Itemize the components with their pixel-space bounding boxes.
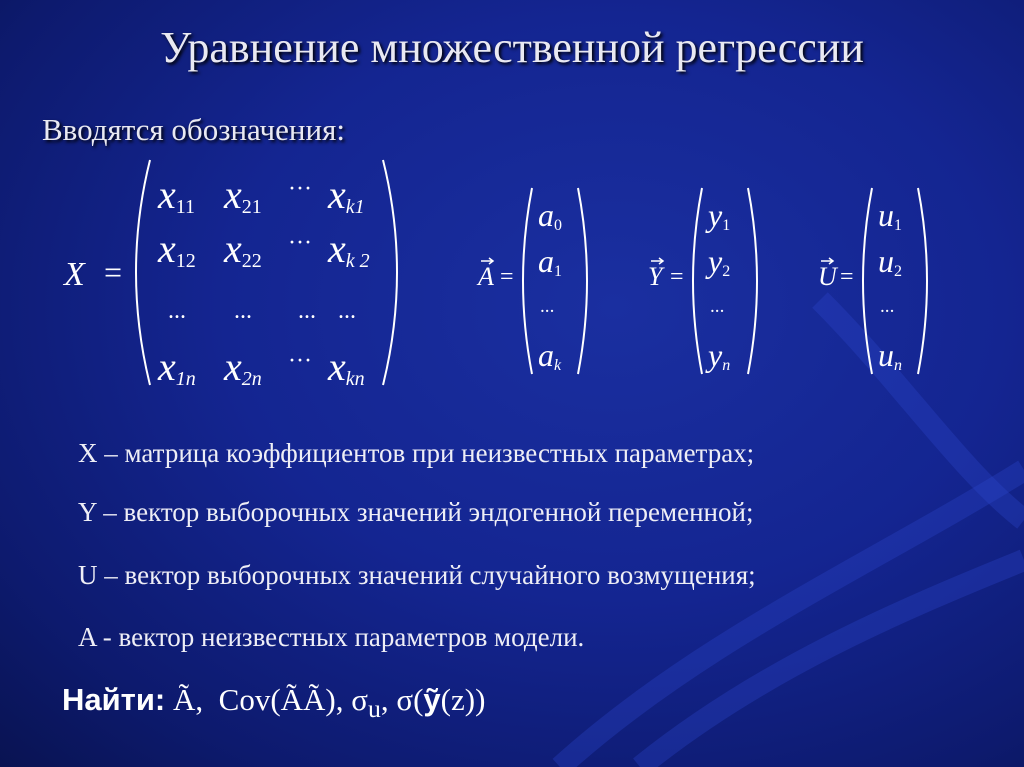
vector-equals: = — [840, 264, 854, 290]
definition-line: A - вектор неизвестных параметров модели. — [78, 622, 585, 652]
vector-right-paren — [578, 188, 587, 374]
matrix-x-cell-r4-c4: xkn — [328, 344, 365, 390]
matrix-x-cell-r2-c4: xk 2 — [328, 226, 370, 272]
vector-a-item-1: a0 — [538, 197, 562, 234]
vector-a-item-3: ... — [540, 296, 555, 317]
matrix-x-cell-r1-c4: xk1 — [328, 172, 365, 218]
matrix-x-left-paren — [136, 160, 150, 385]
definition-line: X – матрица коэффициентов при неизвестных параметрах; — [78, 438, 755, 468]
matrix-x-cell-r3-c3: ... — [298, 298, 316, 324]
matrix-x-cell-r3-c4: ... — [338, 298, 356, 324]
vector-y-item-4: yn — [708, 337, 731, 374]
matrix-x-cell-r4-c1: x1n — [158, 344, 196, 390]
matrix-x-right-paren — [383, 160, 397, 385]
intro-text: Вводятся обозначения: — [42, 112, 345, 147]
vector-left-paren — [863, 188, 872, 374]
matrix-x — [62, 160, 397, 390]
vector-a-item-4: ak — [538, 337, 562, 374]
matrix-x-cell-r1-c1: x11 — [158, 172, 196, 218]
vector-right-paren — [918, 188, 927, 374]
definition-line: U – вектор выборочных значений случайного возмущения; — [78, 560, 756, 590]
vector-u-item-4: un — [878, 337, 902, 374]
matrix-x-cell-r3-c2: ... — [234, 298, 252, 324]
matrix-x-cell-r2-c1: x12 — [158, 226, 196, 272]
vector-left-paren — [693, 188, 702, 374]
vector-a — [476, 188, 587, 374]
matrix-x-cell-r4-c3: ··· — [288, 348, 312, 374]
vector-u-item-1: u1 — [878, 197, 902, 234]
matrix-x-cell-r3-c1: ... — [168, 298, 186, 324]
vector-u-item-3: ... — [880, 296, 895, 317]
vector-u — [818, 188, 927, 374]
matrix-x-cell-r1-c3: ··· — [288, 176, 312, 202]
find-label: Найти: — [62, 682, 166, 717]
matrix-x-equals: = — [104, 254, 123, 290]
vector-u-name: U — [818, 262, 837, 291]
matrix-x-cell-r4-c2: x2n — [224, 344, 262, 390]
find-line — [62, 682, 485, 724]
definition-line: Y – вектор выборочных значений эндогенной переменной; — [78, 497, 754, 527]
vector-equals: = — [500, 264, 514, 290]
vector-a-name: A — [478, 262, 494, 291]
vector-u-item-2: u2 — [878, 243, 902, 280]
find-expression: Ã, Cov(ÃÃ), $\sigma_u$, σ(ỹ(z)) — [173, 682, 486, 724]
vector-y-item-3: ... — [710, 296, 725, 317]
vector-left-paren — [523, 188, 532, 374]
vector-y-item-2: y2 — [708, 243, 731, 280]
vector-y-name: Y — [648, 262, 663, 291]
vector-right-paren — [748, 188, 757, 374]
vector-a-item-2: a1 — [538, 243, 562, 280]
vector-y-item-1: y1 — [708, 197, 731, 234]
matrix-x-name: X — [64, 256, 85, 293]
matrix-x-cell-r2-c3: ··· — [288, 230, 312, 256]
slide-title: Уравнение множественной регрессии — [160, 23, 864, 72]
vector-equals: = — [670, 264, 684, 290]
vector-y — [648, 188, 757, 374]
matrix-x-cell-r2-c2: x22 — [224, 226, 262, 272]
matrix-x-cell-r1-c2: x21 — [224, 172, 262, 218]
